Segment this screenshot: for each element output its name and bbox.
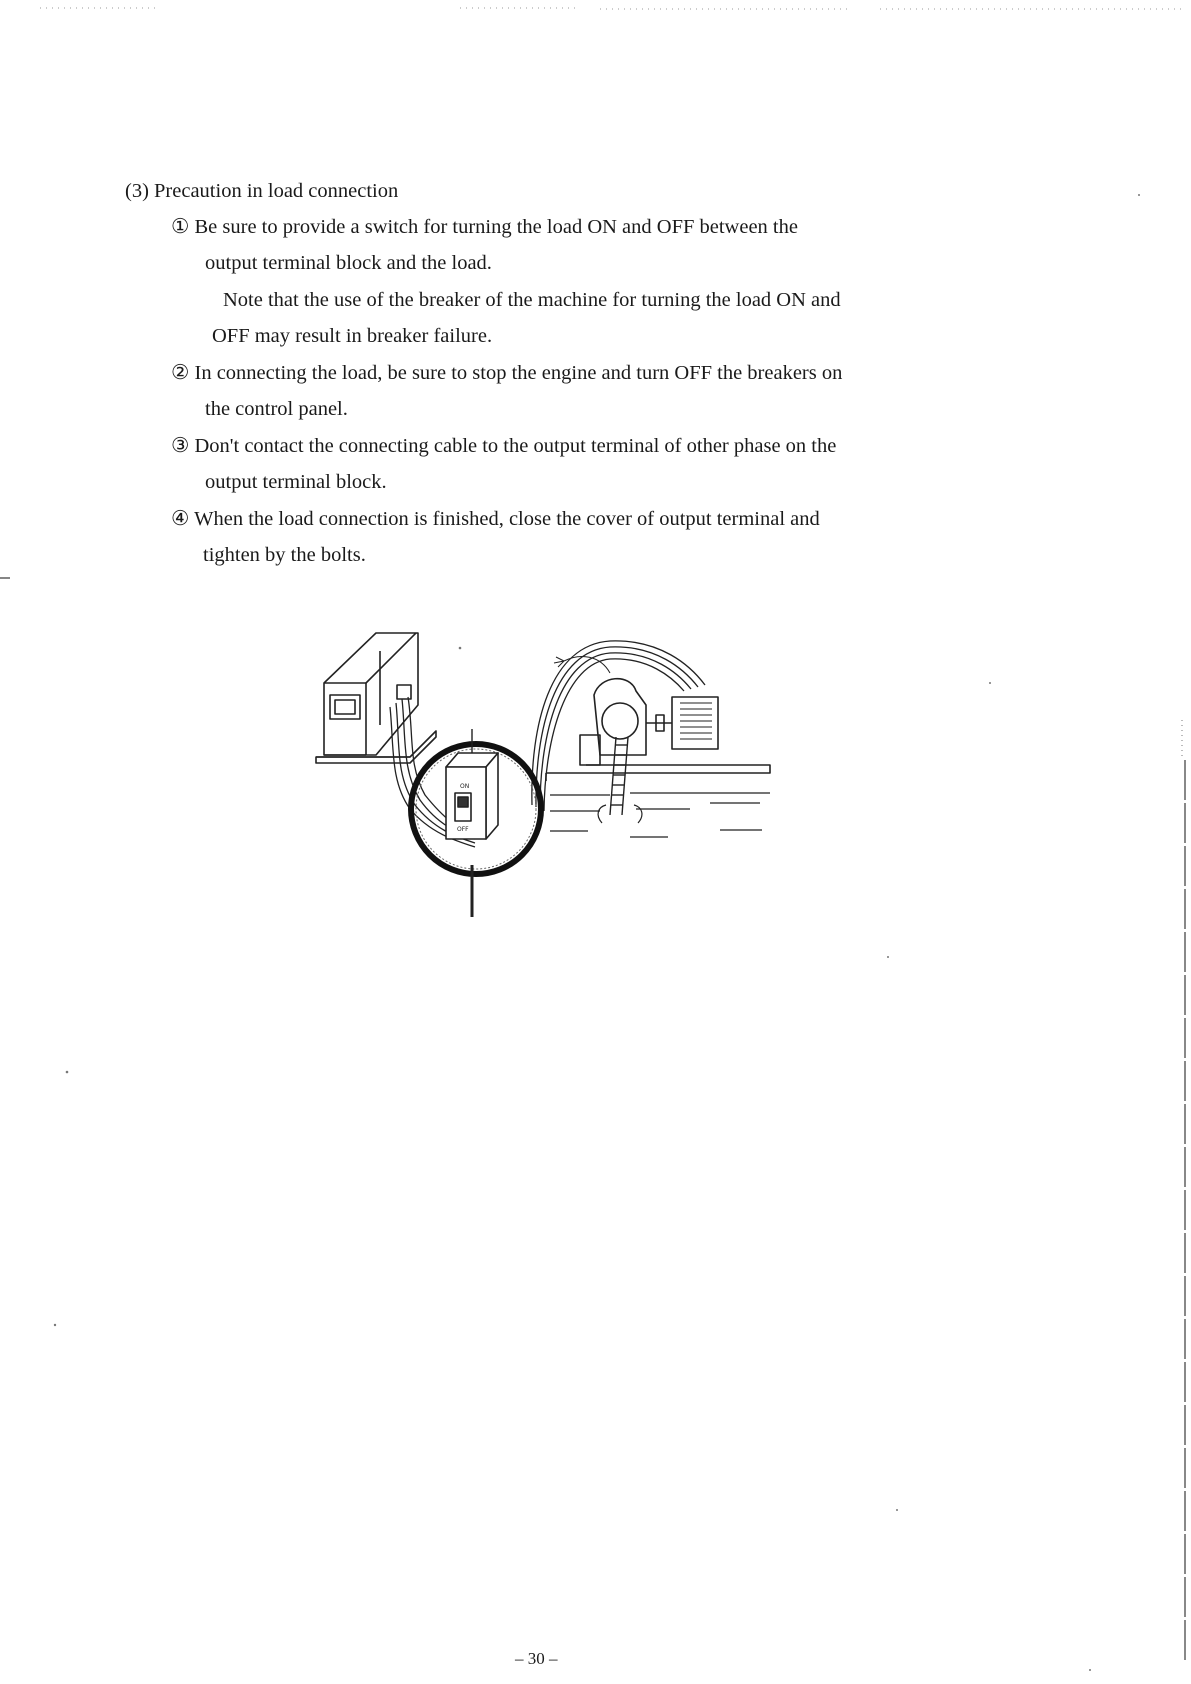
switch-off-label: OFF (457, 826, 469, 833)
item-2-line-1: ② In connecting the load, be sure to stop the engine and turn OFF the breakers on (171, 362, 843, 384)
note-line-2: OFF may result in breaker failure. (212, 325, 493, 347)
section-heading: (3) Precaution in load connection (125, 180, 399, 202)
item-3-line-1: ③ Don't contact the connecting cable to the output terminal of other phase on the (171, 435, 837, 457)
load-switch-box (446, 753, 498, 839)
item-3-line-2: output terminal block. (205, 471, 387, 493)
switch-on-label: ON (460, 783, 470, 790)
pump-illustration (546, 657, 770, 837)
load-connection-illustration (310, 625, 780, 925)
item-4-line-1: ④ When the load connection is finished, close the cover of output terminal and (171, 508, 820, 530)
page-number: – 30 – (515, 1649, 558, 1668)
item-1-line-1: ① Be sure to provide a switch for turning the load ON and OFF between the (171, 216, 798, 238)
item-2-line-2: the control panel. (205, 398, 348, 420)
note-line-1: Note that the use of the breaker of the machine for turning the load ON and (223, 289, 841, 311)
item-1-line-2: output terminal block and the load. (205, 252, 492, 274)
item-4-line-2: tighten by the bolts. (203, 544, 366, 566)
generator-illustration (316, 633, 436, 763)
